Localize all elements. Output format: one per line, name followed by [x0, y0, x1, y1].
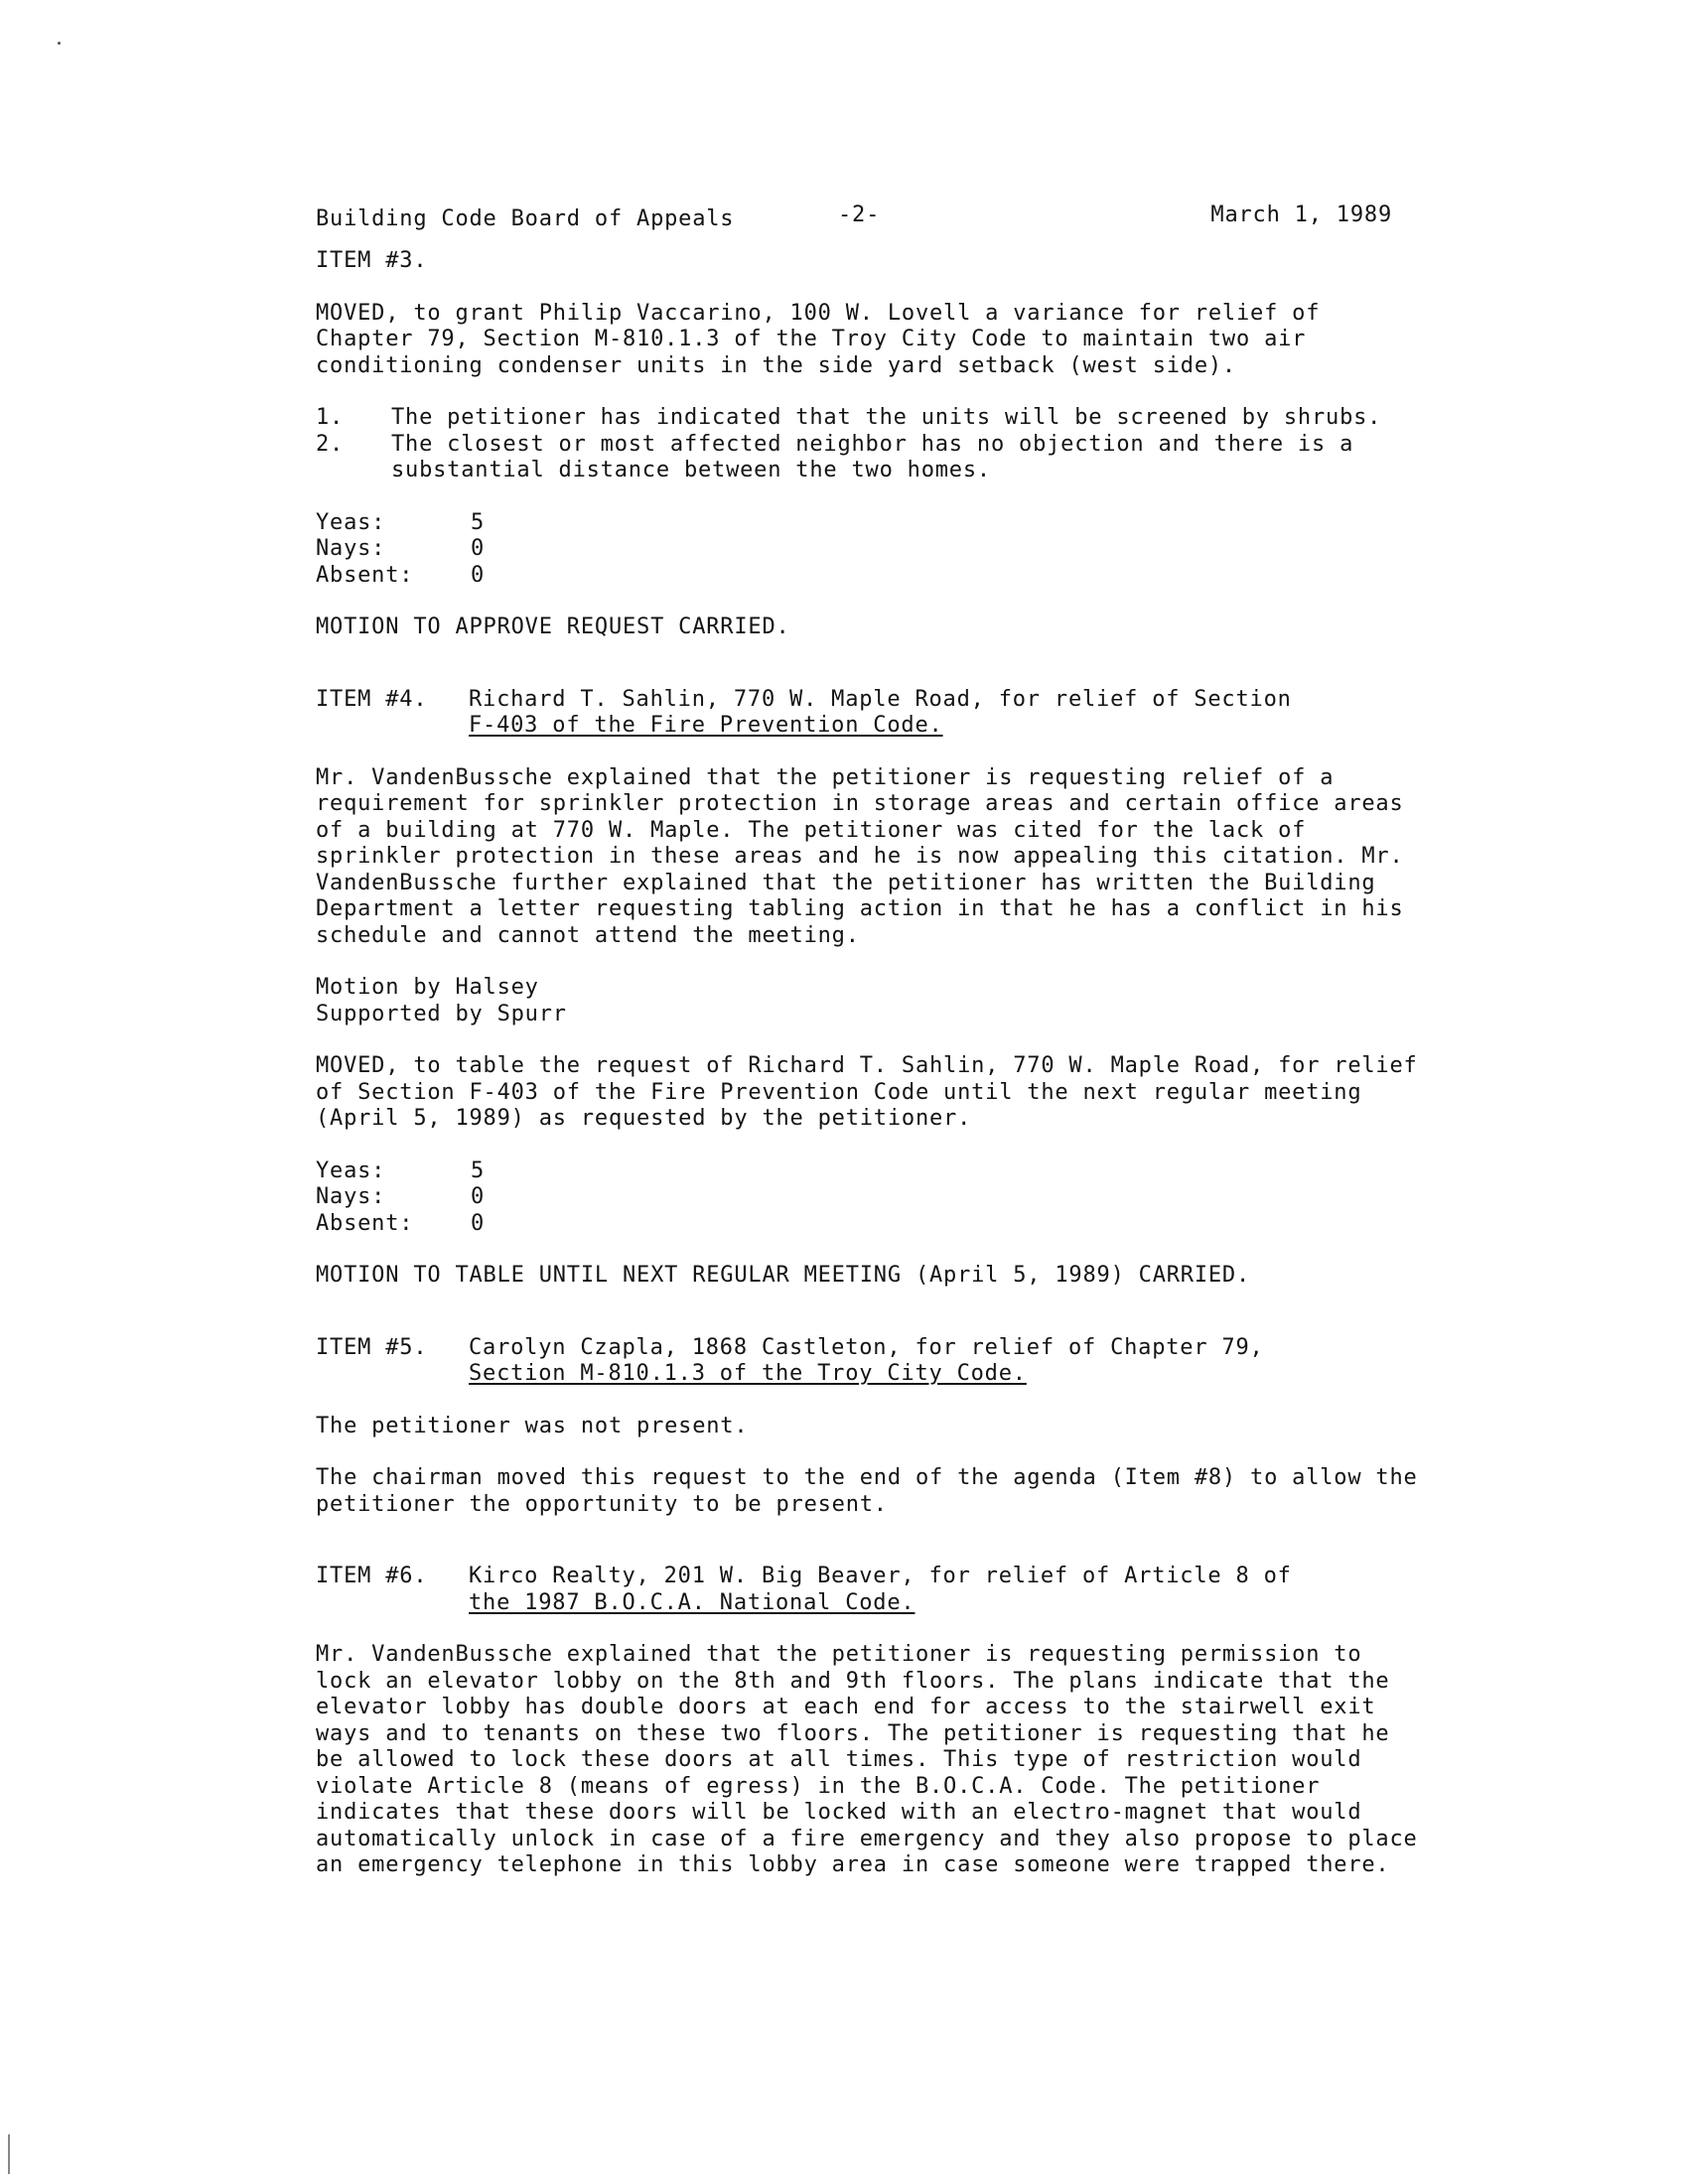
item5-heading — [316, 1335, 1428, 1388]
item6-title-underlined: the 1987 B.O.C.A. National Code. — [469, 1589, 916, 1615]
vote-count: 5 — [471, 1158, 486, 1183]
item4-title-plain: Richard T. Sahlin, 770 W. Maple Road, for relief of Section — [469, 686, 1292, 712]
list-item — [316, 432, 1428, 484]
page-header — [316, 199, 1428, 231]
header-board-name: Building Code Board of Appeals — [316, 206, 735, 231]
reason-text: The petitioner has indicated that the units will be screened by shrubs. — [391, 405, 1382, 430]
reason-number: 1. — [316, 405, 345, 430]
item4-motion-credits — [316, 975, 1428, 1027]
vote-label: Nays: — [316, 536, 386, 561]
item3-title: ITEM #3. — [316, 248, 428, 273]
vote-row-yeas — [316, 1159, 1428, 1185]
item4-motion: MOVED, to table the request of Richard T. Sahlin, 770 W. Maple Road, for relief of Section F-403 of the Fire Prevention Code until the next regular meeting (April 5, 1989) as requested by the petitioner. — [316, 1053, 1418, 1131]
item3-reasons-list — [316, 405, 1428, 484]
header-date: March 1, 1989 — [1210, 203, 1392, 227]
vote-count: 0 — [471, 1210, 486, 1236]
vote-count: 0 — [471, 562, 486, 588]
item4-result: MOTION TO TABLE UNTIL NEXT REGULAR MEETING (April 5, 1989) CARRIED. — [316, 1263, 1251, 1288]
scan-speck — [58, 42, 61, 45]
item5-chairman-note: The chairman moved this request to the end of the agenda (Item #8) to allow the petitioner the opportunity to be present. — [316, 1465, 1418, 1517]
item4-title-underlined: F-403 of the Fire Prevention Code. — [469, 713, 943, 738]
vote-row-absent — [316, 563, 1428, 590]
item5-not-present: The petitioner was not present. — [316, 1413, 749, 1438]
vote-count: 0 — [471, 1184, 486, 1209]
item5-title-underlined: Section M-810.1.3 of the Troy City Code. — [469, 1361, 1027, 1386]
item4-votes — [316, 1159, 1428, 1238]
vote-count: 0 — [471, 536, 486, 561]
item4-number: ITEM #4. — [316, 686, 428, 712]
vote-label: Yeas: — [316, 1158, 386, 1183]
list-item — [316, 405, 1428, 432]
item3-result: MOTION TO APPROVE REQUEST CARRIED. — [316, 614, 790, 639]
item6-number: ITEM #6. — [316, 1564, 428, 1588]
vote-row-absent — [316, 1211, 1428, 1238]
item5-title-plain: Carolyn Czapla, 1868 Castleton, for relief of Chapter 79, — [469, 1334, 1264, 1360]
vote-count: 5 — [471, 509, 486, 535]
item6-explanation: Mr. VandenBussche explained that the petitioner is requesting permission to lock an elevator lobby on the 8th and 9th floors. The plans indicate that the elevator lobby has double doors at each end for access to the stairwell exit ways and to tenants on these two floors. The petitioner is requesting that he be allowed to lock these doors at all times. This type of restriction would violate Article 8 (means of egress) in the B.O.C.A. Code. The petitioner indicates that these doors will be locked with an electro-magnet that would automatically unlock in case of a fire emergency and they also propose to place an emergency telephone in this lobby area in case someone were trapped there. — [316, 1642, 1418, 1877]
vote-label: Yeas: — [316, 509, 386, 535]
document-body — [316, 199, 1428, 1905]
item6-heading — [316, 1564, 1428, 1616]
reason-text: The closest or most affected neighbor has no objection and there is a substantial distance between the two homes. — [391, 431, 1354, 482]
item3-votes — [316, 510, 1428, 590]
item4-motion-by: Motion by Halsey — [316, 975, 539, 1000]
vote-row-nays — [316, 536, 1428, 563]
header-page-number: -2- — [838, 203, 881, 227]
item6-title-plain: Kirco Realty, 201 W. Big Beaver, for relief of Article 8 of — [469, 1564, 1292, 1588]
vote-label: Nays: — [316, 1184, 386, 1209]
vote-row-nays — [316, 1184, 1428, 1211]
item4-supported-by: Supported by Spurr — [316, 1001, 567, 1026]
scan-edge-mark — [8, 2134, 10, 2174]
item4-explanation: Mr. VandenBussche explained that the petitioner is requesting relief of a requirement for sprinkler protection in storage areas and certain office areas of a building at 770 W. Maple. The petitioner was cited for the lack of sprinkler protection in these areas and he is now appealing this citation. Mr. VandenBussche further explained that the petitioner has written the Building Department a letter requesting tabling action in that he has a conflict in his schedule and cannot attend the meeting. — [316, 764, 1404, 948]
item3-motion: MOVED, to grant Philip Vaccarino, 100 W. Lovell a variance for relief of Chapter 79, Section M-810.1.3 of the Troy City Code to maintain two air conditioning condenser units in the side yard setback (west side). — [316, 300, 1321, 378]
reason-number: 2. — [316, 431, 345, 457]
vote-row-yeas — [316, 510, 1428, 537]
vote-label: Absent: — [316, 562, 414, 588]
item5-number: ITEM #5. — [316, 1334, 428, 1360]
item5-title — [469, 1335, 1428, 1388]
item4-heading — [316, 687, 1428, 740]
item6-title — [469, 1564, 1428, 1616]
item4-title — [469, 687, 1428, 740]
vote-label: Absent: — [316, 1210, 414, 1236]
